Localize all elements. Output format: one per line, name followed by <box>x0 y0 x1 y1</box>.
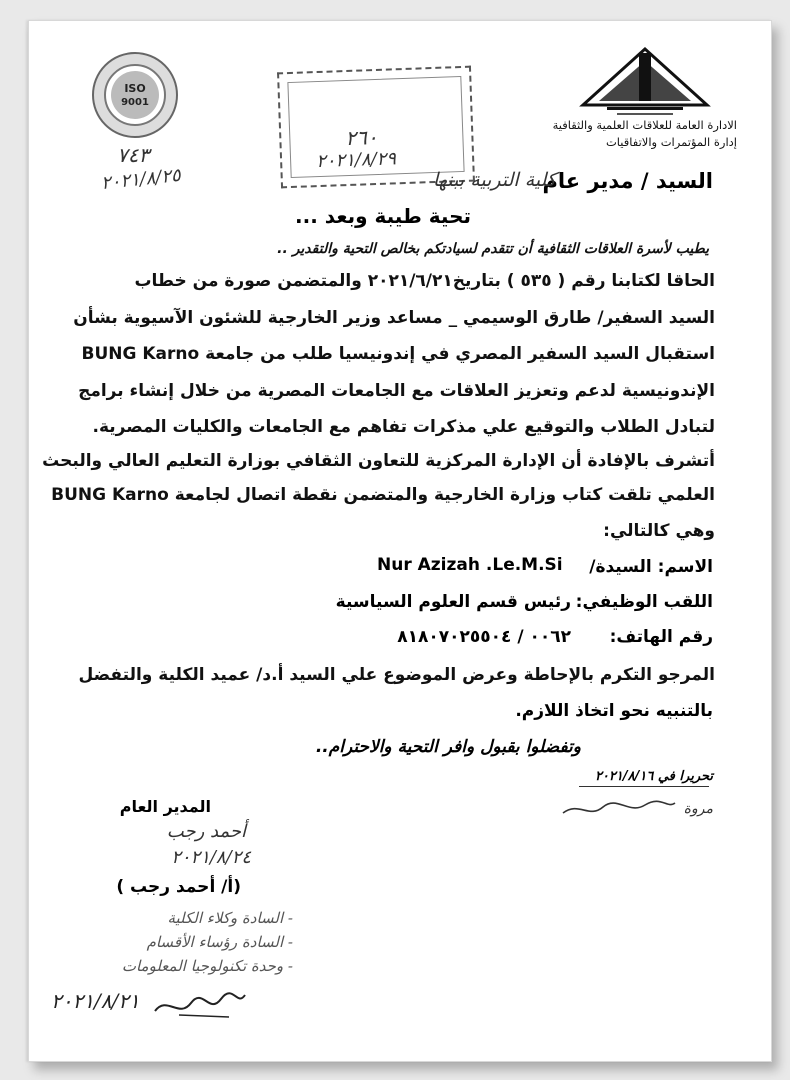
body-line-1: الحاقا لكتابنا رقم ( ٥٣٥ ) بتاريخ٢٠٢١/٦/٢١ والمتضمن صورة من خطاب <box>134 271 715 291</box>
date-underline <box>579 786 709 787</box>
svg-text:ISO: ISO <box>124 82 146 95</box>
contact-job-label: اللقب الوظيفي: <box>575 592 713 612</box>
body-line-2: السيد السفير/ طارق الوسيمي _ مساعد وزير الخارجية للشئون الآسيوية بشأن <box>73 308 715 328</box>
ref-date: ٢٠٢١/٨/٢٥ <box>100 164 182 195</box>
svg-text:9001: 9001 <box>121 97 149 108</box>
stamp-number: ٢٦٠ <box>344 124 379 151</box>
ref-number: ٧٤٣ <box>117 143 150 167</box>
contact-name-value: Nur Azizah .Le.M.Si <box>377 555 563 575</box>
contact-phone-value: ٠٠٦٢ / ٨١٨٠٧٠٢٥٥٠٤ <box>397 627 571 647</box>
intro-line: يطيب لأسرة العلاقات الثقافية أن تتقدم لسيادتكم بخالص التحية والتقدير .. <box>277 241 709 257</box>
closing-line: وتفضلوا بقبول وافر التحية والاحترام.. <box>315 737 581 757</box>
body-line-8: وهي كالتالي: <box>603 521 715 541</box>
contact-job-value: رئيس قسم العلوم السياسية <box>335 592 571 612</box>
reviewer-signature-icon <box>559 795 679 823</box>
signatory-hand-date: ٢٠٢١/٨/٢٤ <box>171 847 251 868</box>
org-line-1: الادارة العامة للعلاقات العلمية والثقافية <box>552 118 737 132</box>
signatory-hand-name: أحمد رجب <box>166 821 246 842</box>
signatory-name: (أ/ أحمد رجب ) <box>116 877 241 897</box>
request-line-1: المرجو التكرم بالإحاطة وعرض الموضوع علي السيد أ.د/ عميد الكلية والتفضل <box>78 665 715 685</box>
body-line-3: استقبال السيد السفير المصري في إندونيسيا طلب من جامعة BUNG Karno <box>81 344 715 364</box>
org-line-2: إدارة المؤتمرات والاتفاقيات <box>605 135 737 149</box>
stamp-date: ٢٠٢١/٨/٢٩ <box>315 148 397 173</box>
request-line-2: بالتنبيه نحو اتخاذ اللازم. <box>515 701 713 721</box>
handnote-date: ٢٠٢١/٨/٢١ <box>51 989 140 1013</box>
body-line-7: العلمي تلقت كتاب وزارة الخارجية والمتضمن نقطة اتصال لجامعة BUNG Karno <box>51 485 715 505</box>
contact-phone-label: رقم الهاتف: <box>609 627 713 647</box>
body-line-5: لتبادل الطلاب والتوقيع علي مذكرات تفاهم مع الجامعات والكليات المصرية. <box>92 417 715 437</box>
salutation-title: السيد / مدير عام <box>542 169 713 193</box>
body-line-6: أتشرف بالإفادة أن الإدارة المركزية للتعاون الثقافي بوزارة التعليم العالي والبحث <box>42 451 715 471</box>
handnote-line-3: - وحدة تكنولوجيا المعلومات <box>121 957 293 975</box>
reviewer-name: مروة <box>683 801 713 817</box>
university-logo-icon <box>577 43 713 123</box>
handnote-line-2: - السادة رؤساء الأقسام <box>146 933 293 951</box>
handnote-line-1: - السادة وكلاء الكلية <box>167 909 293 927</box>
dean-signature-icon <box>149 985 249 1025</box>
salutation-handwritten: كلية التربية ببنها <box>432 169 556 191</box>
contact-name-label: الاسم: السيدة/ <box>589 557 713 577</box>
body-line-4: الإندونيسية لدعم وتعزيز العلاقات مع الجامعات المصرية من خلال إنشاء برامج <box>78 381 715 401</box>
org-header <box>553 117 737 151</box>
document-page <box>28 20 772 1062</box>
signatory-title: المدير العام <box>119 797 211 816</box>
written-date: تحريرا في ٢٠٢١/٨/١٦ <box>594 769 713 784</box>
iso-seal-icon <box>91 51 179 139</box>
greeting: تحية طيبة وبعد ... <box>295 204 471 228</box>
